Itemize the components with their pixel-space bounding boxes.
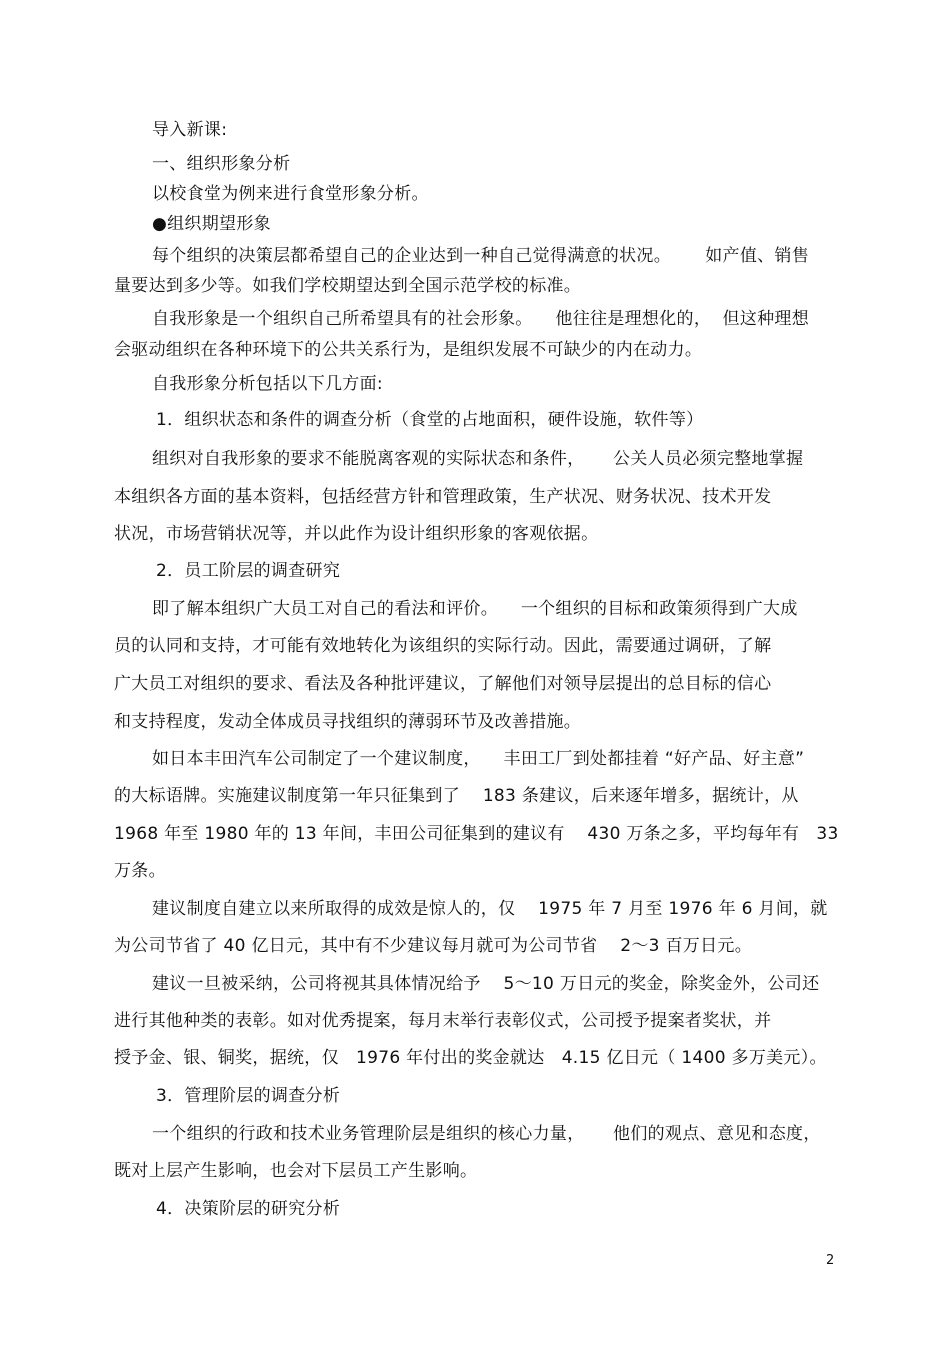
text-line: 一个组织的行政和技术业务管理阶层是组织的核心力量， 他们的观点、意见和态度， bbox=[152, 1124, 821, 1144]
text-line: 的大标语牌。实施建议制度第一年只征集到了 183 条建议，后来逐年增多，据统计，从 bbox=[114, 786, 799, 806]
text-line: 建议一旦被采纳，公司将视其具体情况给予 5～10 万日元的奖金，除奖金外，公司还 bbox=[152, 974, 820, 994]
subsection-heading: ●组织期望形象 bbox=[152, 214, 271, 234]
text-line: 既对上层产生影响，也会对下层员工产生影响。 bbox=[114, 1161, 478, 1181]
text-line: 自我形象是一个组织自己所希望具有的社会形象。 他往往是理想化的， 但这种理想 bbox=[152, 309, 810, 329]
text-line: 即了解本组织广大员工对自己的看法和评价。 一个组织的目标和政策须得到广大成 bbox=[152, 599, 798, 619]
subsection-heading: 3．管理阶层的调查分析 bbox=[156, 1086, 341, 1106]
text-line: 以校食堂为例来进行食堂形象分析。 bbox=[152, 184, 429, 204]
text-line: 会驱动组织在各种环境下的公共关系行为，是组织发展不可缺少的内在动力。 bbox=[114, 340, 703, 360]
text-line: 导入新课: bbox=[152, 120, 228, 140]
subsection-heading: 2．员工阶层的调查研究 bbox=[156, 561, 341, 581]
text-line: 每个组织的决策层都希望自己的企业达到一种自己觉得满意的状况。 如产值、销售 bbox=[152, 246, 810, 266]
page-number: 2 bbox=[826, 1253, 835, 1268]
section-heading: 一、组织形象分析 bbox=[152, 154, 291, 174]
text-line: 本组织各方面的基本资料，包括经营方针和管理政策，生产状况、财务状况、技术开发 bbox=[114, 487, 772, 507]
text-line: 授予金、银、铜奖，据统，仅 1976 年付出的奖金就达 4.15 亿日元（ 1400 多万美元）。 bbox=[114, 1048, 827, 1068]
text-line: 为公司节省了 40 亿日元，其中有不少建议每月就可为公司节省 2～3 百万日元。 bbox=[114, 936, 752, 956]
subsection-heading: 1．组织状态和条件的调查分析（食堂的占地面积，硬件设施，软件等） bbox=[156, 410, 704, 430]
text-line: 如日本丰田汽车公司制定了一个建议制度， 丰田工厂到处都挂着 “好产品、好主意” bbox=[152, 749, 805, 769]
text-line: 1968 年至 1980 年的 13 年间，丰田公司征集到的建议有 430 万条之多，平均每年有 33 bbox=[114, 824, 839, 844]
text-line: 和支持程度，发动全体成员寻找组织的薄弱环节及改善措施。 bbox=[114, 712, 582, 732]
text-line: 建议制度自建立以来所取得的成效是惊人的，仅 1975 年 7 月至 1976 年 6 月间，就 bbox=[152, 899, 828, 919]
subsection-heading: 4．决策阶层的研究分析 bbox=[156, 1199, 341, 1219]
text-line: 员的认同和支持，才可能有效地转化为该组织的实际行动。因此，需要通过调研，了解 bbox=[114, 636, 772, 656]
text-line: 状况，市场营销状况等，并以此作为设计组织形象的客观依据。 bbox=[114, 524, 599, 544]
text-line: 量要达到多少等。如我们学校期望达到全国示范学校的标准。 bbox=[114, 276, 582, 296]
text-line: 进行其他种类的表彰。如对优秀提案，每月末举行表彰仪式，公司授予提案者奖状，并 bbox=[114, 1011, 772, 1031]
text-line: 自我形象分析包括以下几方面: bbox=[152, 374, 383, 394]
text-line: 万条。 bbox=[114, 861, 166, 881]
text-line: 广大员工对组织的要求、看法及各种批评建议，了解他们对领导层提出的总目标的信心 bbox=[114, 674, 772, 694]
text-line: 组织对自我形象的要求不能脱离客观的实际状态和条件， 公关人员必须完整地掌握 bbox=[152, 449, 804, 469]
